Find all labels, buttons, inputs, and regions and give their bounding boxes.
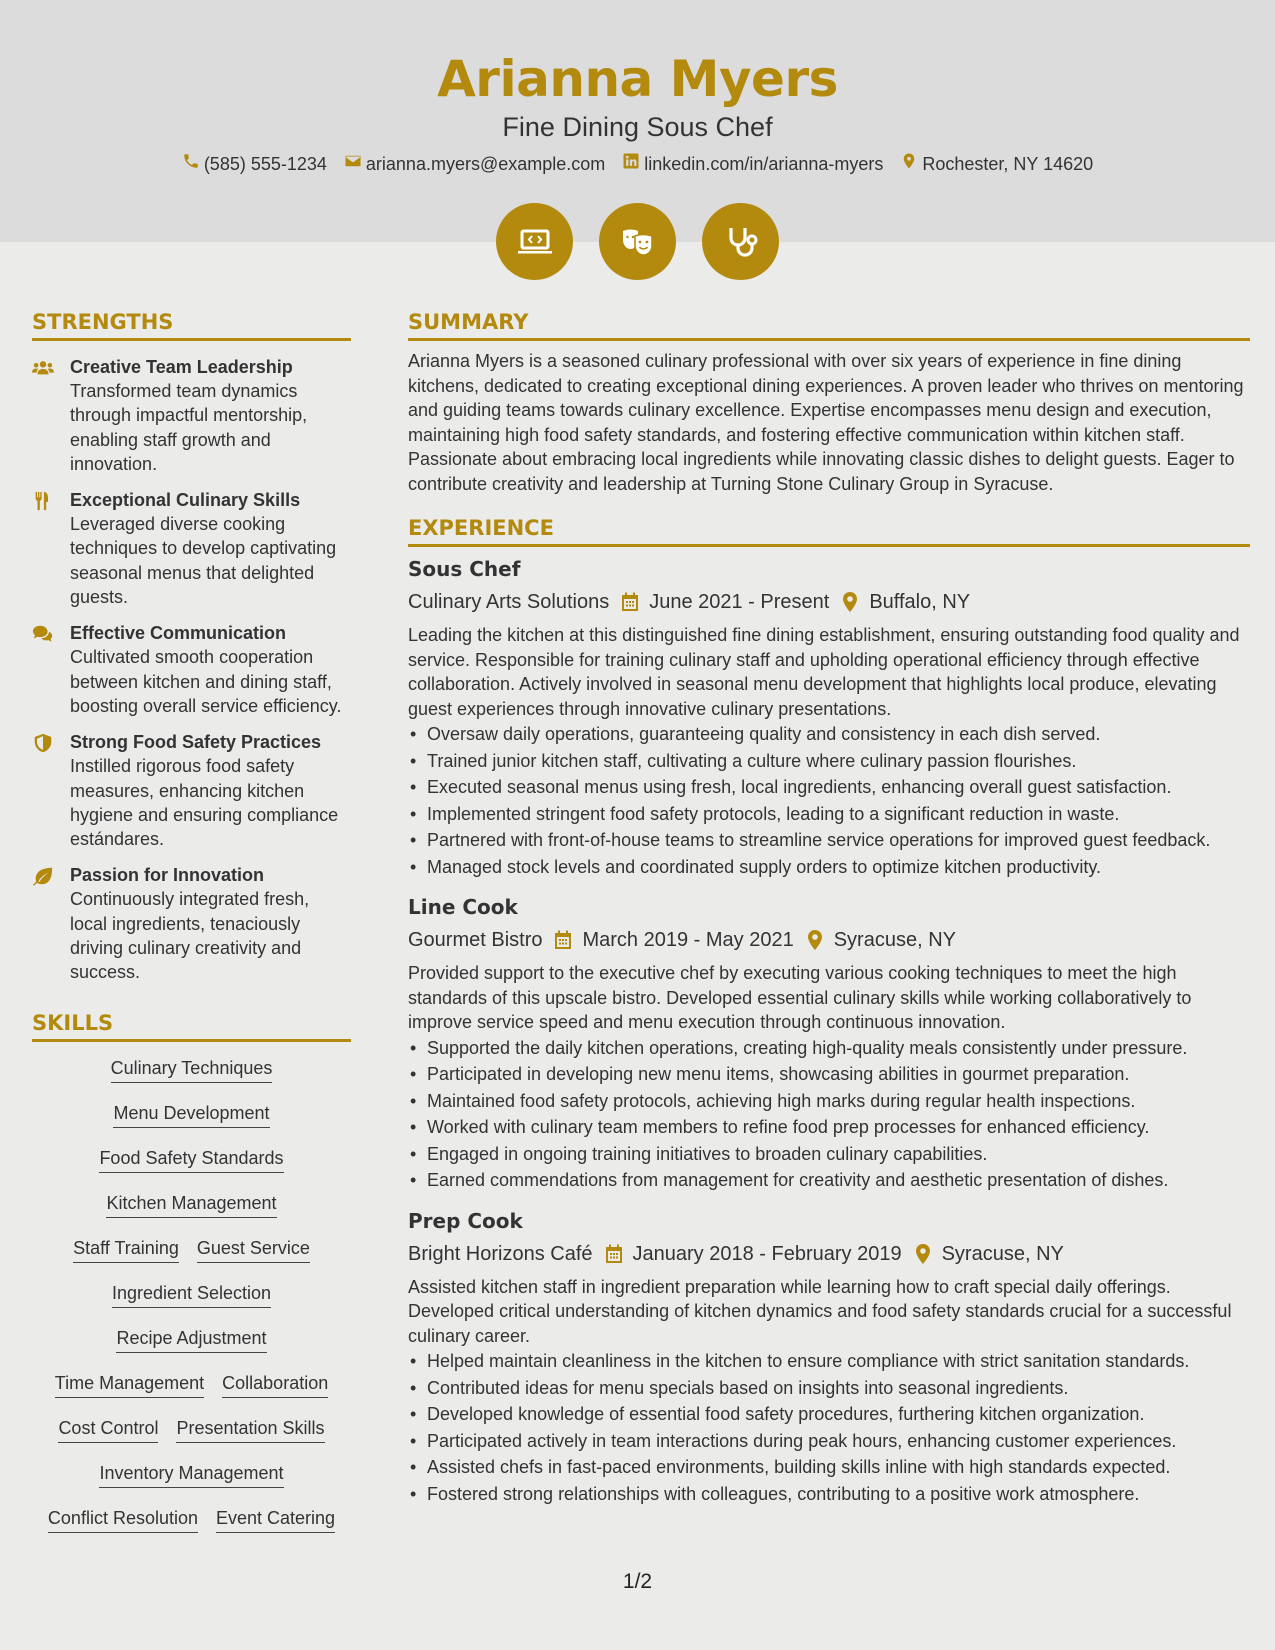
- contact-linkedin[interactable]: [622, 151, 883, 177]
- job-company: Culinary Arts Solutions: [408, 591, 610, 613]
- strengths-list: [32, 355, 351, 985]
- page-number: 1/2: [622, 1570, 653, 1593]
- strength-item: [32, 863, 351, 984]
- skill-row: [32, 1056, 351, 1101]
- summary-heading: SUMMARY: [408, 308, 1250, 341]
- laptop-code-icon: [496, 203, 573, 280]
- strength-title: Effective Communication: [70, 623, 287, 644]
- right-column: [408, 308, 1250, 1508]
- skill-tag: Culinary Techniques: [111, 1056, 273, 1083]
- strength-desc: Leveraged diverse cooking techniques to develop captivating seasonal menus that delighted guests.: [70, 514, 337, 608]
- job-bullet: • Implemented stringent food safety protocols, leading to a significant reduction in waste.: [408, 802, 1250, 827]
- job-company: Gourmet Bistro: [408, 929, 543, 951]
- location-pin-icon: [806, 930, 824, 950]
- skill-row: [32, 1371, 351, 1416]
- job-bullet: • Oversaw daily operations, guaranteeing quality and consistency in each dish served.: [408, 722, 1250, 747]
- job-meta: [408, 588, 1250, 616]
- skill-tag: Ingredient Selection: [112, 1281, 271, 1308]
- skill-row: [32, 1461, 351, 1506]
- job-entry: [408, 555, 1250, 879]
- email-text: arianna.myers@example.com: [365, 154, 606, 174]
- job-bullet: • Participated actively in team interactions during peak hours, enhancing customer experiences.: [408, 1429, 1250, 1454]
- strength-title: Passion for Innovation: [70, 865, 265, 886]
- job-dates: March 2019 - May 2021: [582, 929, 794, 951]
- experience-heading: EXPERIENCE: [408, 514, 1250, 547]
- skill-tag: Event Catering: [216, 1506, 335, 1533]
- skill-tag: Staff Training: [73, 1236, 179, 1263]
- skill-row: [32, 1236, 351, 1281]
- candidate-name: Arianna Myers: [437, 50, 838, 108]
- job-bullet: • Managed stock levels and coordinated supply orders to optimize kitchen productivity.: [408, 855, 1250, 880]
- skill-tag: Cost Control: [58, 1416, 158, 1443]
- job-title: Prep Cook: [408, 1208, 523, 1233]
- strength-desc: Transformed team dynamics through impactful mentorship, enabling staff growth and innovation.: [70, 381, 308, 474]
- utensils-icon: [32, 491, 56, 511]
- skills-heading: SKILLS: [32, 1009, 351, 1042]
- skill-row: [32, 1281, 351, 1326]
- job-bullet: • Helped maintain cleanliness in the kitchen to ensure compliance with strict sanitation standards.: [408, 1349, 1250, 1374]
- header-band: [0, 0, 1275, 242]
- job-bullets: [408, 722, 1250, 879]
- calendar-icon: [621, 592, 639, 612]
- users-icon: [32, 358, 56, 378]
- shield-icon: [32, 733, 56, 753]
- strength-item: [32, 355, 351, 476]
- job-location: Syracuse, NY: [941, 1242, 1064, 1265]
- location-pin-icon: [914, 1244, 932, 1264]
- job-description: Assisted kitchen staff in ingredient preparation while learning how to craft special daily offerings. Developed critical understanding of kitchen dynamics and food safety standards crucial for a successful culinary career.: [408, 1276, 1232, 1346]
- skill-tag: Kitchen Management: [106, 1191, 276, 1218]
- job-title: Line Cook: [408, 895, 518, 919]
- candidate-title: Fine Dining Sous Chef: [502, 112, 773, 142]
- skill-tag: Collaboration: [222, 1371, 328, 1398]
- skill-tag: Food Safety Standards: [99, 1146, 283, 1173]
- job-dates: June 2021 - Present: [649, 591, 830, 613]
- envelope-icon: [344, 151, 362, 177]
- theater-masks-icon: [599, 203, 676, 280]
- skill-tag: Time Management: [55, 1371, 204, 1398]
- skill-row: [32, 1101, 351, 1146]
- experience-list: [408, 555, 1250, 1506]
- job-bullet: • Trained junior kitchen staff, cultivating a culture where culinary passion flourishes.: [408, 749, 1250, 774]
- job-meta: [408, 1240, 1250, 1268]
- linkedin-text: linkedin.com/in/arianna-myers: [644, 154, 884, 174]
- job-bullet: • Developed knowledge of essential food safety procedures, furthering kitchen organization.: [408, 1402, 1250, 1427]
- location-pin-icon: [841, 592, 859, 612]
- strength-desc: Continuously integrated fresh, local ingredients, tenaciously driving culinary creativity and success.: [70, 889, 310, 983]
- job-bullet: • Maintained food safety protocols, achieving high marks during regular health inspections.: [408, 1089, 1250, 1114]
- strength-title: Creative Team Leadership: [70, 357, 293, 377]
- calendar-icon: [554, 930, 572, 950]
- leaf-icon: [32, 866, 56, 886]
- job-bullet: • Partnered with front-of-house teams to streamline service operations for improved guest feedback.: [408, 828, 1250, 853]
- left-column: [32, 308, 351, 1551]
- job-company: Bright Horizons Café: [408, 1242, 593, 1265]
- strength-desc: Cultivated smooth cooperation between kitchen and dining staff, boosting overall service efficiency.: [70, 647, 342, 716]
- contact-bar: [0, 151, 1275, 177]
- job-bullet: • Fostered strong relationships with colleagues, contributing to a positive work atmosphere.: [408, 1482, 1250, 1507]
- job-bullet: • Supported the daily kitchen operations, creating high-quality meals consistently under pressure.: [408, 1036, 1250, 1061]
- job-description: Provided support to the executive chef by executing various cooking techniques to meet the high standards of this upscale bistro. Developed essential culinary skills while working collaboratively to improve service speed and menu execution through continuous innovation.: [408, 963, 1192, 1032]
- strength-title: Strong Food Safety Practices: [70, 732, 322, 753]
- job-bullet: • Assisted chefs in fast-paced environments, building skills inline with high standards expected.: [408, 1455, 1250, 1480]
- job-bullet: • Earned commendations from management for creativity and aesthetic presentation of dishes.: [408, 1168, 1250, 1193]
- job-location: Syracuse, NY: [833, 929, 956, 951]
- linkedin-icon: [622, 151, 640, 177]
- strength-desc: Instilled rigorous food safety measures, enhancing kitchen hygiene and ensuring compliance estándares.: [70, 756, 339, 850]
- phone-icon: [182, 151, 200, 177]
- job-bullet: • Contributed ideas for menu specials based on insights into seasonal ingredients.: [408, 1376, 1250, 1401]
- job-bullet: • Executed seasonal menus using fresh, local ingredients, enhancing overall guest satisfaction.: [408, 775, 1250, 800]
- job-location: Buffalo, NY: [869, 591, 971, 613]
- job-dates: January 2018 - February 2019: [632, 1242, 902, 1265]
- skill-tag: Presentation Skills: [176, 1416, 324, 1443]
- interest-badges: [0, 203, 1275, 280]
- job-bullets: [408, 1349, 1250, 1506]
- job-bullets: [408, 1036, 1250, 1193]
- skill-tag: Guest Service: [197, 1236, 310, 1263]
- skill-row: [32, 1326, 351, 1371]
- skill-tag: Menu Development: [113, 1101, 269, 1128]
- skills-list: [32, 1056, 351, 1551]
- skill-row: [32, 1191, 351, 1236]
- job-bullet: • Participated in developing new menu items, showcasing abilities in gourmet preparation.: [408, 1062, 1250, 1087]
- job-entry: [408, 1207, 1250, 1507]
- skill-row: [32, 1416, 351, 1461]
- strength-item: [32, 730, 351, 851]
- stethoscope-icon: [702, 203, 779, 280]
- skill-tag: Inventory Management: [99, 1461, 283, 1488]
- strengths-heading: STRENGTHS: [32, 308, 351, 341]
- strength-item: [32, 488, 351, 609]
- skill-row: [32, 1146, 351, 1191]
- job-description: Leading the kitchen at this distinguished fine dining establishment, ensuring outstanding food quality and service. Responsible for training culinary staff and upholding operational efficiency through effective collaboration. Actively involved in seasonal menu development that highlights local produce, elevating guest experiences through innovative culinary presentations.: [408, 625, 1240, 719]
- summary-text: Arianna Myers is a seasoned culinary professional with over six years of experience in fine dining kitchens, dedicated to creating exceptional dining experiences. A proven leader who thrives on mentoring and guiding teams towards culinary excellence. Expertise encompasses menu design and execution, maintaining high food safety standards, and fostering effective communication within kitchen staff. Passionate about embracing local ingredients while innovating classic dishes to delight guests. Eager to contribute creativity and leadership at Turning Stone Culinary Group in Syracuse.: [408, 351, 1244, 494]
- skill-tag: Recipe Adjustment: [116, 1326, 266, 1353]
- comments-icon: [32, 624, 56, 644]
- contact-email[interactable]: [344, 151, 605, 177]
- job-bullet: • Worked with culinary team members to refine food prep processes for enhanced efficiency.: [408, 1115, 1250, 1140]
- calendar-icon: [605, 1244, 623, 1264]
- contact-phone[interactable]: [182, 151, 327, 177]
- job-title: Sous Chef: [408, 557, 521, 581]
- skill-tag: Conflict Resolution: [48, 1506, 198, 1533]
- strength-item: [32, 621, 351, 718]
- job-entry: [408, 893, 1250, 1193]
- phone-text: (585) 555-1234: [203, 154, 327, 174]
- job-bullet: • Engaged in ongoing training initiatives to broaden culinary capabilities.: [408, 1142, 1250, 1167]
- strength-title: Exceptional Culinary Skills: [70, 490, 301, 511]
- contact-location: [900, 151, 1093, 177]
- skill-row: [32, 1506, 351, 1551]
- location-text: Rochester, NY 14620: [922, 154, 1094, 174]
- job-meta: [408, 926, 1250, 954]
- location-pin-icon: [900, 151, 918, 177]
